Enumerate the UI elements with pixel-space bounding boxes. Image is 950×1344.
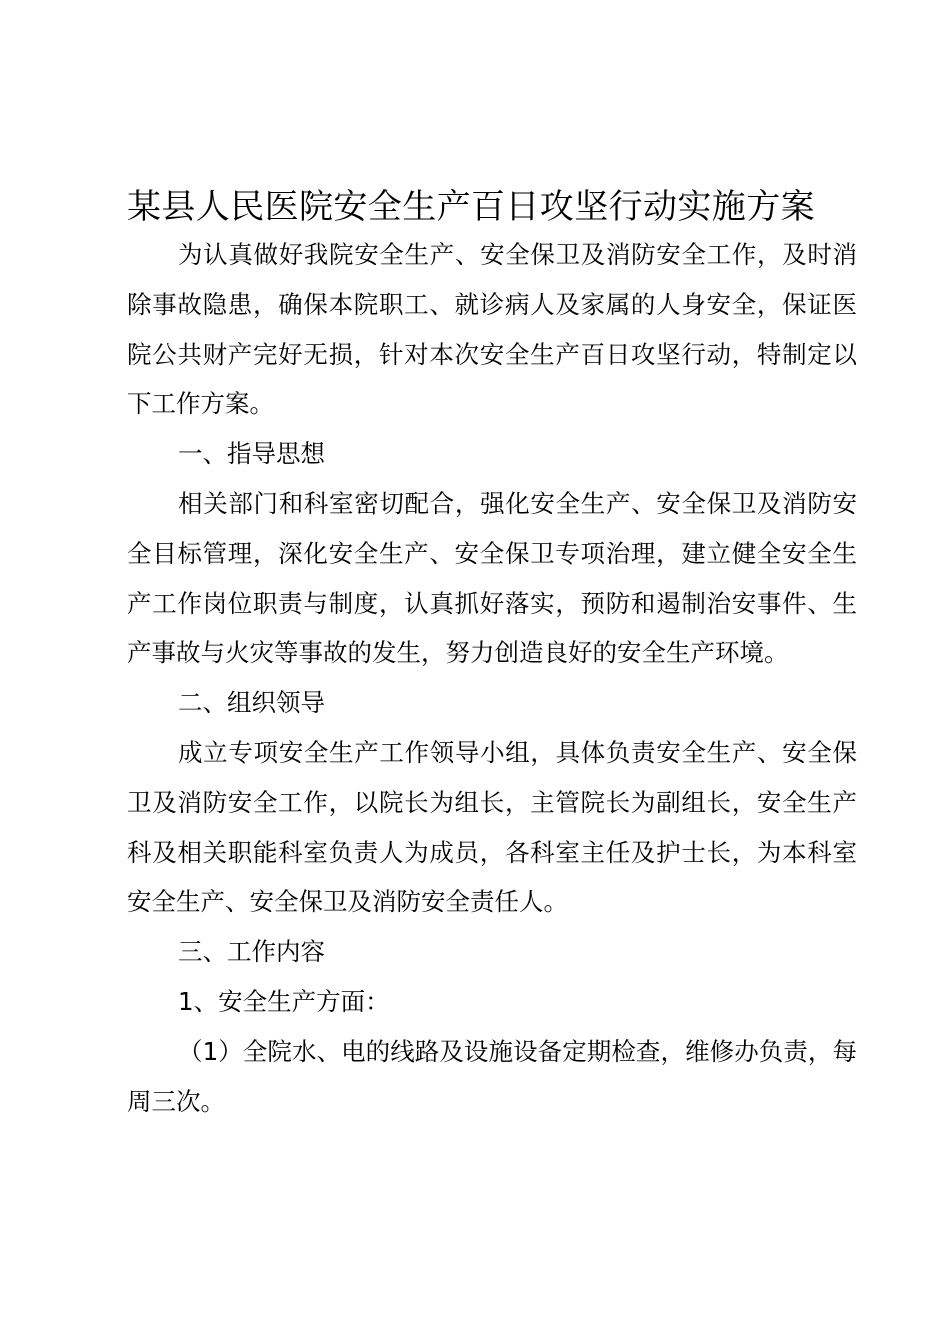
document-body bbox=[127, 230, 857, 1126]
subsection-heading-safety-production: 1、安全生产方面： bbox=[178, 986, 390, 1016]
section-heading-organization: 二、组织领导 bbox=[178, 688, 325, 718]
document-title: 某县人民医院安全生产百日攻坚行动实施方案 bbox=[127, 187, 815, 227]
list-item-1: （1）全院水、电的线路及设施设备定期检查，维修办负责，每周三次。 bbox=[127, 1036, 857, 1116]
intro-paragraph: 为认真做好我院安全生产、安全保卫及消防安全工作，及时消除事故隐患，确保本院职工、就诊病人及家属的人身安全，保证医院公共财产完好无损，针对本次安全生产百日攻坚行动，特制定以下工作方案。 bbox=[127, 240, 857, 419]
organization-paragraph: 成立专项安全生产工作领导小组，具体负责安全生产、安全保卫及消防安全工作，以院长为组长，主管院长为副组长，安全生产科及相关职能科室负责人为成员，各科室主任及护士长，为本科室安全生产、安全保卫及消防安全责任人。 bbox=[127, 737, 857, 917]
section-heading-work-content: 三、工作内容 bbox=[178, 937, 325, 967]
guiding-ideology-paragraph: 相关部门和科室密切配合，强化安全生产、安全保卫及消防安全目标管理，深化安全生产、安全保卫专项治理，建立健全安全生产工作岗位职责与制度，认真抓好落实，预防和遏制治安事件、生产事故与火灾等事故的发生，努力创造良好的安全生产环境。 bbox=[127, 488, 857, 668]
section-heading-guiding-ideology: 一、指导思想 bbox=[178, 439, 325, 469]
